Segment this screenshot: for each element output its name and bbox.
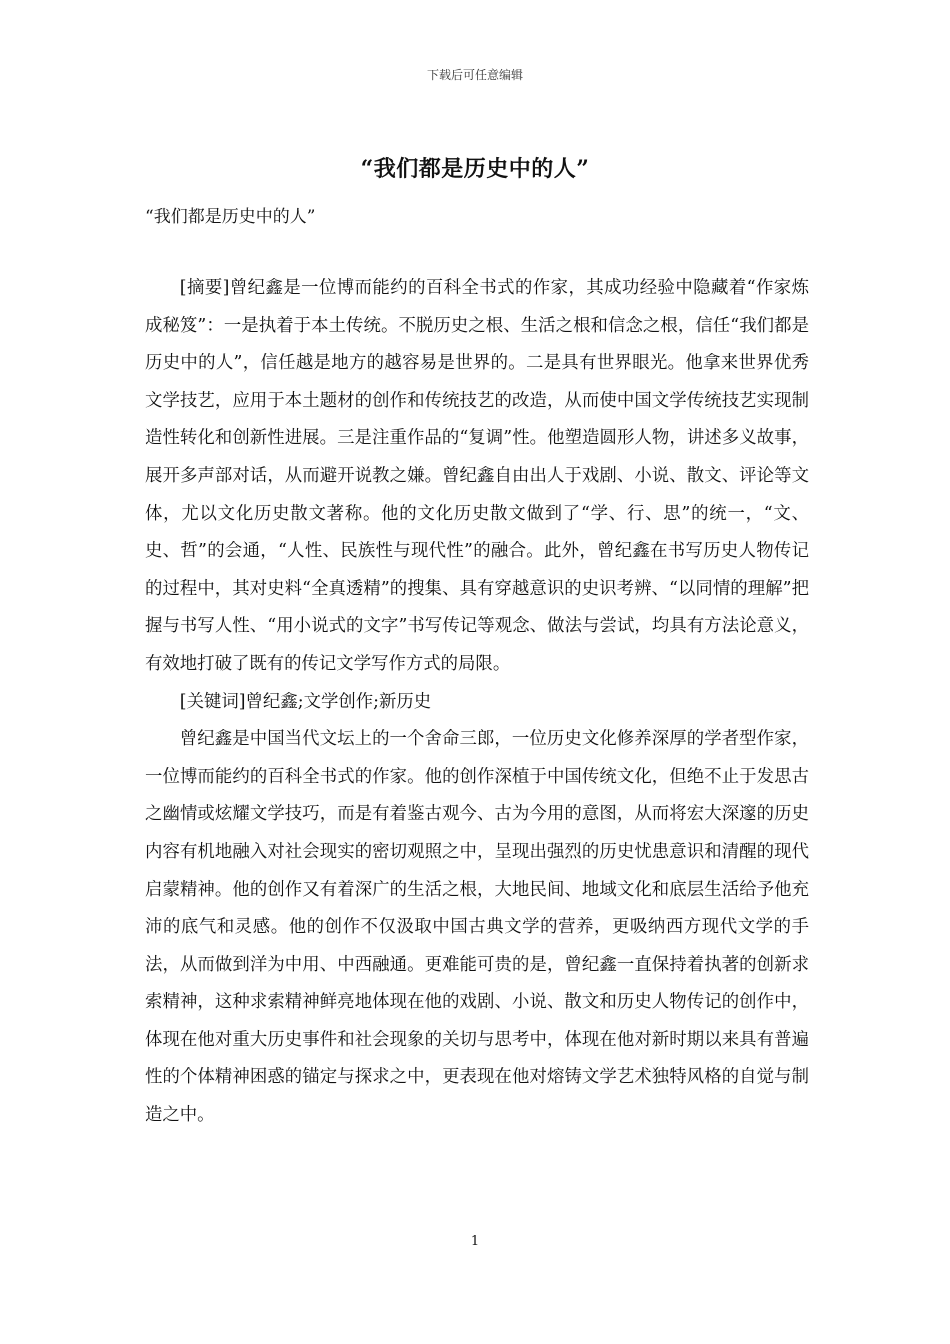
body-paragraph: 曾纪鑫是中国当代文坛上的一个舍命三郎，一位历史文化修养深厚的学者型作家，一位博而能约的百科全书式的作家。他的创作深植于中国传统文化，但绝不止于发思古之幽情或炫耀文学技巧，而是有着鉴古观今、古为今用的意图，从而将宏大深邃的历史内容有机地融入对社会现实的密切观照之中，呈现出强烈的历史忧患意识和清醒的现代启蒙精神。他的创作又有着深广的生活之根，大地民间、地域文化和底层生活给予他充沛的底气和灵感。他的创作不仅汲取中国古典文学的营养，更吸纳西方现代文学的手法，从而做到洋为中用、中西融通。更难能可贵的是，曾纪鑫一直保持着执著的创新求索精神，这种求索精神鲜亮地体现在他的戏剧、小说、散文和历史人物传记的创作中，体现在他对重大历史事件和社会现象的关切与思考中，体现在他对新时期以来具有普遍性的个体精神困惑的锚定与探求之中，更表现在他对熔铸文学艺术独特风格的自觉与制造之中。 (145, 729, 809, 1126)
document-body (145, 270, 809, 1135)
keywords-paragraph: [关键词]曾纪鑫;文学创作;新历史 (179, 691, 432, 712)
abstract-paragraph: [摘要]曾纪鑫是一位博而能约的百科全书式的作家，其成功经验中隐藏着“作家炼成秘笈”：一是执着于本土传统。不脱历史之根、生活之根和信念之根，信任“我们都是历史中的人”，信任越是地方的越容易是世界的。二是具有世界眼光。他拿来世界优秀文学技艺，应用于本土题材的创作和传统技艺的改造，从而使中国文学传统技艺实现制造性转化和创新性进展。三是注重作品的“复调”性。他塑造圆形人物，讲述多义故事，展开多声部对话，从而避开说教之嫌。曾纪鑫自由出人于戏剧、小说、散文、评论等文体，尤以文化历史散文著称。他的文化历史散文做到了“学、行、思”的统一，“文、史、哲”的会通，“人性、民族性与现代性”的融合。此外，曾纪鑫在书写历史人物传记的过程中，其对史料“全真透精”的搜集、具有穿越意识的史识考辨、“以同情的理解”把握与书写人性、“用小说式的文字”书写传记等观念、做法与尝试，均具有方法论意义，有效地打破了既有的传记文学写作方式的局限。 (145, 278, 809, 674)
page-number: 1 (470, 1234, 480, 1249)
document-subtitle: “我们都是历史中的人” (145, 207, 316, 227)
header-note: 下载后可任意编辑 (426, 68, 523, 82)
document-title: “我们都是历史中的人” (360, 156, 590, 182)
